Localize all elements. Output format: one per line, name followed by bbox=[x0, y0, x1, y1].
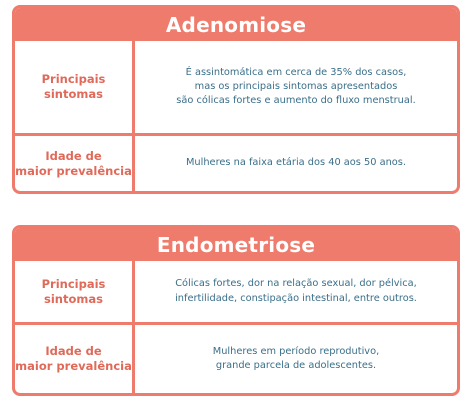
value-line: grande parcela de adolescentes. bbox=[215, 360, 377, 371]
label-line: maior prevalência bbox=[15, 359, 132, 373]
card-title: Endometriose bbox=[15, 228, 457, 261]
symptoms-value bbox=[135, 261, 457, 322]
symptoms-row bbox=[15, 261, 457, 322]
prevalence-row bbox=[15, 322, 457, 393]
symptoms-label bbox=[15, 261, 135, 322]
value-line: mas os principais sintomas apresentados bbox=[194, 80, 398, 92]
value-line: Mulheres em período reprodutivo, bbox=[212, 345, 380, 357]
prevalence-label bbox=[15, 325, 135, 393]
label-line: Idade de bbox=[45, 344, 102, 359]
value-line: infertilidade, constipação intestinal, entre outros. bbox=[175, 292, 417, 304]
label-line: Principais bbox=[41, 72, 106, 87]
value-line: É assintomática em cerca de 35% dos casos, bbox=[185, 66, 407, 78]
symptoms-label bbox=[15, 41, 135, 133]
label-line: Principais bbox=[41, 276, 106, 291]
endometriose-card bbox=[12, 225, 460, 396]
prevalence-value bbox=[135, 325, 457, 393]
adenomiose-card bbox=[12, 5, 460, 194]
symptoms-row bbox=[15, 41, 457, 133]
prevalence-label bbox=[15, 136, 135, 191]
prevalence-row bbox=[15, 133, 457, 191]
label-line: sintomas bbox=[44, 87, 103, 101]
card-title: Adenomiose bbox=[15, 8, 457, 41]
prevalence-value bbox=[135, 136, 457, 191]
label-line: sintomas bbox=[44, 291, 103, 306]
value-line: Mulheres na faixa etária dos 40 aos 50 anos. bbox=[185, 157, 407, 169]
value-line: são cólicas fortes e aumento do fluxo menstrual. bbox=[176, 95, 416, 107]
value-line: Cólicas fortes, dor na relação sexual, dor pélvica, bbox=[175, 278, 417, 290]
label-line: Idade de bbox=[45, 148, 102, 163]
label-line: maior prevalência bbox=[15, 163, 132, 178]
symptoms-value bbox=[135, 41, 457, 133]
